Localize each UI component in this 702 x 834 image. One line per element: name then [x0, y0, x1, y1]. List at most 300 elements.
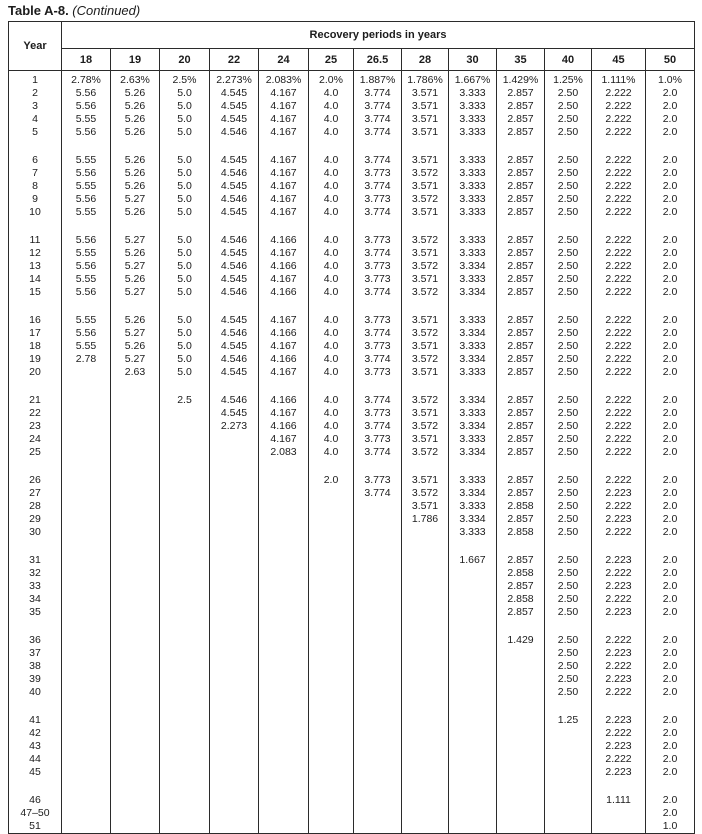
year-cell: 38 [9, 660, 62, 673]
value-cell: 3.333 [449, 151, 497, 167]
value-cell: 2.50 [545, 631, 592, 647]
value-cell: 2.0 [646, 727, 695, 740]
gap-cell [210, 619, 259, 631]
gap-cell [62, 539, 111, 551]
value-cell [62, 740, 111, 753]
value-cell: 5.0 [160, 151, 210, 167]
value-cell [62, 727, 111, 740]
value-cell: 2.0 [646, 551, 695, 567]
gap-cell [259, 779, 309, 791]
value-cell: 2.222 [592, 206, 646, 219]
value-cell: 5.26 [111, 247, 160, 260]
value-cell: 3.773 [354, 407, 402, 420]
value-cell [160, 740, 210, 753]
value-cell: 2.857 [497, 551, 545, 567]
value-cell: 3.334 [449, 327, 497, 340]
value-cell [497, 740, 545, 753]
value-cell [210, 753, 259, 766]
value-cell [354, 660, 402, 673]
value-cell: 2.50 [545, 500, 592, 513]
value-cell [309, 740, 354, 753]
value-cell [309, 807, 354, 820]
value-cell: 1.429% [497, 71, 545, 88]
value-cell [402, 740, 449, 753]
value-cell: 5.0 [160, 311, 210, 327]
table-row-year-46 [9, 791, 695, 807]
group-gap-row [9, 379, 695, 391]
table-row-year-6 [9, 151, 695, 167]
value-cell: 4.0 [309, 193, 354, 206]
gap-cell [592, 619, 646, 631]
value-cell: 2.222 [592, 631, 646, 647]
year-cell: 7 [9, 167, 62, 180]
value-cell [111, 446, 160, 459]
value-cell: 2.858 [497, 526, 545, 539]
group-gap-row [9, 219, 695, 231]
gap-cell [592, 699, 646, 711]
year-cell: 9 [9, 193, 62, 206]
gap-cell [592, 779, 646, 791]
value-cell: 4.545 [210, 87, 259, 100]
year-cell: 33 [9, 580, 62, 593]
value-cell: 2.222 [592, 180, 646, 193]
value-cell: 4.167 [259, 113, 309, 126]
value-cell [259, 551, 309, 567]
gap-cell [210, 539, 259, 551]
gap-cell [62, 139, 111, 151]
value-cell [160, 766, 210, 779]
value-cell [160, 593, 210, 606]
value-cell: 2.78% [62, 71, 111, 88]
value-cell: 4.546 [210, 327, 259, 340]
column-header-26-5: 26.5 [354, 49, 402, 71]
value-cell: 2.0 [646, 206, 695, 219]
table-row-year-39 [9, 673, 695, 686]
year-cell: 14 [9, 273, 62, 286]
value-cell [210, 593, 259, 606]
gap-cell [545, 219, 592, 231]
value-cell: 3.333 [449, 471, 497, 487]
value-cell [111, 433, 160, 446]
value-cell [210, 711, 259, 727]
value-cell [259, 740, 309, 753]
value-cell: 3.333 [449, 340, 497, 353]
year-cell: 28 [9, 500, 62, 513]
value-cell [309, 631, 354, 647]
value-cell [259, 567, 309, 580]
value-cell [259, 526, 309, 539]
value-cell: 3.773 [354, 231, 402, 247]
group-gap-row [9, 459, 695, 471]
value-cell: 2.858 [497, 567, 545, 580]
value-cell: 2.222 [592, 193, 646, 206]
value-cell: 2.222 [592, 126, 646, 139]
value-cell: 2.50 [545, 366, 592, 379]
value-cell: 5.0 [160, 167, 210, 180]
value-cell: 3.773 [354, 340, 402, 353]
gap-cell [449, 219, 497, 231]
value-cell [62, 487, 111, 500]
value-cell: 2.0 [646, 567, 695, 580]
table-title-continued-text: (Continued) [72, 3, 141, 18]
gap-cell [449, 539, 497, 551]
table-row-year-7 [9, 167, 695, 180]
gap-cell [354, 539, 402, 551]
value-cell [354, 580, 402, 593]
value-cell: 3.774 [354, 487, 402, 500]
value-cell: 4.0 [309, 126, 354, 139]
value-cell: 2.857 [497, 366, 545, 379]
value-cell: 3.571 [402, 407, 449, 420]
value-cell: 2.0 [646, 446, 695, 459]
column-header-28: 28 [402, 49, 449, 71]
value-cell: 3.774 [354, 151, 402, 167]
value-cell: 2.857 [497, 471, 545, 487]
value-cell [309, 593, 354, 606]
value-cell: 2.0 [646, 433, 695, 446]
value-cell [111, 631, 160, 647]
gap-cell [497, 219, 545, 231]
value-cell: 4.167 [259, 193, 309, 206]
value-cell: 3.333 [449, 180, 497, 193]
value-cell: 2.50 [545, 151, 592, 167]
value-cell [354, 740, 402, 753]
value-cell: 3.333 [449, 500, 497, 513]
value-cell: 3.571 [402, 126, 449, 139]
value-cell [62, 551, 111, 567]
value-cell [449, 807, 497, 820]
gap-cell [449, 379, 497, 391]
value-cell: 2.222 [592, 100, 646, 113]
value-cell [62, 686, 111, 699]
value-cell: 5.56 [62, 87, 111, 100]
value-cell: 4.0 [309, 433, 354, 446]
value-cell: 4.167 [259, 340, 309, 353]
value-cell: 3.334 [449, 513, 497, 526]
table-row-year-40 [9, 686, 695, 699]
value-cell: 2.222 [592, 727, 646, 740]
value-cell: 2.0 [646, 753, 695, 766]
value-cell: 4.0 [309, 180, 354, 193]
value-cell: 4.0 [309, 366, 354, 379]
column-header-19: 19 [111, 49, 160, 71]
gap-cell [62, 299, 111, 311]
table-row-year-14 [9, 273, 695, 286]
value-cell [160, 606, 210, 619]
gap-cell [9, 539, 62, 551]
value-cell [402, 711, 449, 727]
value-cell [402, 727, 449, 740]
value-cell: 3.773 [354, 193, 402, 206]
year-cell: 27 [9, 487, 62, 500]
value-cell: 3.774 [354, 87, 402, 100]
value-cell [449, 766, 497, 779]
value-cell: 2.0 [646, 151, 695, 167]
value-cell [402, 791, 449, 807]
value-cell: 2.50 [545, 100, 592, 113]
value-cell [449, 580, 497, 593]
gap-cell [309, 459, 354, 471]
table-row-year-29 [9, 513, 695, 526]
value-cell: 2.50 [545, 286, 592, 299]
value-cell [111, 580, 160, 593]
value-cell: 3.571 [402, 113, 449, 126]
value-cell: 2.857 [497, 273, 545, 286]
value-cell [111, 766, 160, 779]
column-header-35: 35 [497, 49, 545, 71]
value-cell [497, 711, 545, 727]
value-cell: 3.333 [449, 231, 497, 247]
value-cell: 3.334 [449, 446, 497, 459]
value-cell [402, 660, 449, 673]
value-cell [309, 513, 354, 526]
value-cell [210, 500, 259, 513]
value-cell: 4.167 [259, 151, 309, 167]
value-cell: 1.0% [646, 71, 695, 88]
value-cell [449, 727, 497, 740]
value-cell: 4.0 [309, 231, 354, 247]
value-cell: 2.222 [592, 753, 646, 766]
value-cell: 3.774 [354, 247, 402, 260]
value-cell: 3.572 [402, 446, 449, 459]
value-cell [62, 407, 111, 420]
value-cell [497, 647, 545, 660]
value-cell: 2.273% [210, 71, 259, 88]
value-cell: 2.0 [646, 113, 695, 126]
value-cell: 2.50 [545, 167, 592, 180]
value-cell [449, 673, 497, 686]
value-cell [259, 606, 309, 619]
value-cell: 4.545 [210, 100, 259, 113]
gap-cell [646, 379, 695, 391]
year-cell: 22 [9, 407, 62, 420]
value-cell [309, 791, 354, 807]
value-cell: 4.167 [259, 247, 309, 260]
table-row-year-9 [9, 193, 695, 206]
value-cell: 2.50 [545, 87, 592, 100]
value-cell: 2.0 [646, 500, 695, 513]
year-cell: 39 [9, 673, 62, 686]
table-row-year-20 [9, 366, 695, 379]
value-cell: 4.0 [309, 100, 354, 113]
year-cell: 18 [9, 340, 62, 353]
value-cell: 2.0 [646, 686, 695, 699]
value-cell [497, 753, 545, 766]
gap-cell [545, 299, 592, 311]
gap-cell [449, 699, 497, 711]
gap-cell [354, 699, 402, 711]
gap-cell [449, 459, 497, 471]
value-cell: 3.333 [449, 311, 497, 327]
value-cell: 3.774 [354, 327, 402, 340]
value-cell: 2.857 [497, 260, 545, 273]
value-cell: 4.545 [210, 113, 259, 126]
value-cell: 2.0 [646, 631, 695, 647]
value-cell: 4.0 [309, 391, 354, 407]
value-cell [449, 631, 497, 647]
year-cell: 13 [9, 260, 62, 273]
value-cell [354, 631, 402, 647]
gap-cell [402, 219, 449, 231]
year-cell: 42 [9, 727, 62, 740]
year-cell: 11 [9, 231, 62, 247]
value-cell [62, 391, 111, 407]
value-cell [545, 820, 592, 834]
value-cell: 3.774 [354, 286, 402, 299]
table-row-year-41 [9, 711, 695, 727]
year-cell: 1 [9, 71, 62, 88]
gap-cell [160, 219, 210, 231]
year-cell: 3 [9, 100, 62, 113]
value-cell [160, 500, 210, 513]
value-cell: 2.857 [497, 420, 545, 433]
value-cell: 4.546 [210, 391, 259, 407]
value-cell: 5.0 [160, 100, 210, 113]
value-cell: 2.857 [497, 513, 545, 526]
value-cell: 2.857 [497, 247, 545, 260]
value-cell [354, 593, 402, 606]
value-cell: 2.50 [545, 660, 592, 673]
group-gap-row [9, 779, 695, 791]
gap-cell [309, 379, 354, 391]
value-cell: 2.223 [592, 551, 646, 567]
value-cell [354, 711, 402, 727]
value-cell [210, 820, 259, 834]
value-cell: 2.50 [545, 340, 592, 353]
table-row-year-38 [9, 660, 695, 673]
year-cell: 31 [9, 551, 62, 567]
value-cell [111, 606, 160, 619]
value-cell: 4.0 [309, 247, 354, 260]
value-cell: 4.545 [210, 247, 259, 260]
value-cell [111, 753, 160, 766]
value-cell: 2.222 [592, 567, 646, 580]
value-cell: 5.0 [160, 327, 210, 340]
value-cell: 5.56 [62, 260, 111, 273]
gap-cell [259, 219, 309, 231]
value-cell: 3.333 [449, 206, 497, 219]
value-cell: 4.166 [259, 231, 309, 247]
value-cell [62, 820, 111, 834]
gap-cell [210, 379, 259, 391]
value-cell: 3.333 [449, 433, 497, 446]
value-cell: 2.857 [497, 167, 545, 180]
value-cell: 3.571 [402, 433, 449, 446]
value-cell: 2.0 [646, 353, 695, 366]
value-cell [354, 807, 402, 820]
gap-cell [449, 779, 497, 791]
gap-cell [160, 539, 210, 551]
value-cell [354, 567, 402, 580]
year-cell: 8 [9, 180, 62, 193]
value-cell: 2.223 [592, 487, 646, 500]
value-cell: 5.0 [160, 366, 210, 379]
value-cell: 2.0 [646, 407, 695, 420]
year-cell: 17 [9, 327, 62, 340]
gap-cell [111, 699, 160, 711]
value-cell [309, 711, 354, 727]
value-cell [210, 580, 259, 593]
value-cell: 2.0 [646, 340, 695, 353]
value-cell [259, 791, 309, 807]
value-cell: 2.0 [646, 580, 695, 593]
value-cell [62, 631, 111, 647]
value-cell: 2.0 [646, 286, 695, 299]
value-cell: 2.50 [545, 260, 592, 273]
value-cell: 2.0 [646, 327, 695, 340]
value-cell: 3.334 [449, 286, 497, 299]
table-title [8, 3, 140, 18]
year-cell: 40 [9, 686, 62, 699]
table-row-year-37 [9, 647, 695, 660]
gap-cell [592, 379, 646, 391]
value-cell: 5.0 [160, 87, 210, 100]
value-cell: 2.0 [646, 766, 695, 779]
value-cell: 4.166 [259, 260, 309, 273]
gap-cell [497, 139, 545, 151]
value-cell [111, 407, 160, 420]
value-cell [210, 631, 259, 647]
value-cell [259, 631, 309, 647]
value-cell: 4.166 [259, 391, 309, 407]
value-cell [111, 711, 160, 727]
value-cell [309, 567, 354, 580]
value-cell: 2.0 [646, 100, 695, 113]
table-row-year-3 [9, 100, 695, 113]
value-cell: 4.167 [259, 366, 309, 379]
value-cell: 2.223 [592, 606, 646, 619]
table-row-year-33 [9, 580, 695, 593]
table-row-year-35 [9, 606, 695, 619]
value-cell [449, 686, 497, 699]
value-cell: 2.857 [497, 311, 545, 327]
gap-cell [160, 299, 210, 311]
value-cell [160, 686, 210, 699]
value-cell: 5.26 [111, 180, 160, 193]
value-cell: 5.26 [111, 311, 160, 327]
value-cell [309, 820, 354, 834]
year-cell: 26 [9, 471, 62, 487]
value-cell [309, 727, 354, 740]
gap-cell [111, 139, 160, 151]
gap-cell [646, 219, 695, 231]
group-gap-row [9, 699, 695, 711]
value-cell: 2.223 [592, 647, 646, 660]
value-cell: 5.56 [62, 193, 111, 206]
value-cell: 2.222 [592, 260, 646, 273]
value-cell: 2.857 [497, 340, 545, 353]
column-header-40: 40 [545, 49, 592, 71]
value-cell: 2.50 [545, 353, 592, 366]
gap-cell [592, 539, 646, 551]
year-cell: 21 [9, 391, 62, 407]
value-cell [62, 433, 111, 446]
value-cell: 3.774 [354, 113, 402, 126]
value-cell [354, 513, 402, 526]
value-cell: 4.0 [309, 113, 354, 126]
year-cell: 20 [9, 366, 62, 379]
value-cell: 4.0 [309, 273, 354, 286]
value-cell [497, 807, 545, 820]
value-cell [309, 500, 354, 513]
table-row-year-8 [9, 180, 695, 193]
value-cell: 2.50 [545, 580, 592, 593]
value-cell: 5.26 [111, 273, 160, 286]
value-cell [160, 580, 210, 593]
table-row-year-34 [9, 593, 695, 606]
value-cell: 3.572 [402, 260, 449, 273]
value-cell [210, 433, 259, 446]
